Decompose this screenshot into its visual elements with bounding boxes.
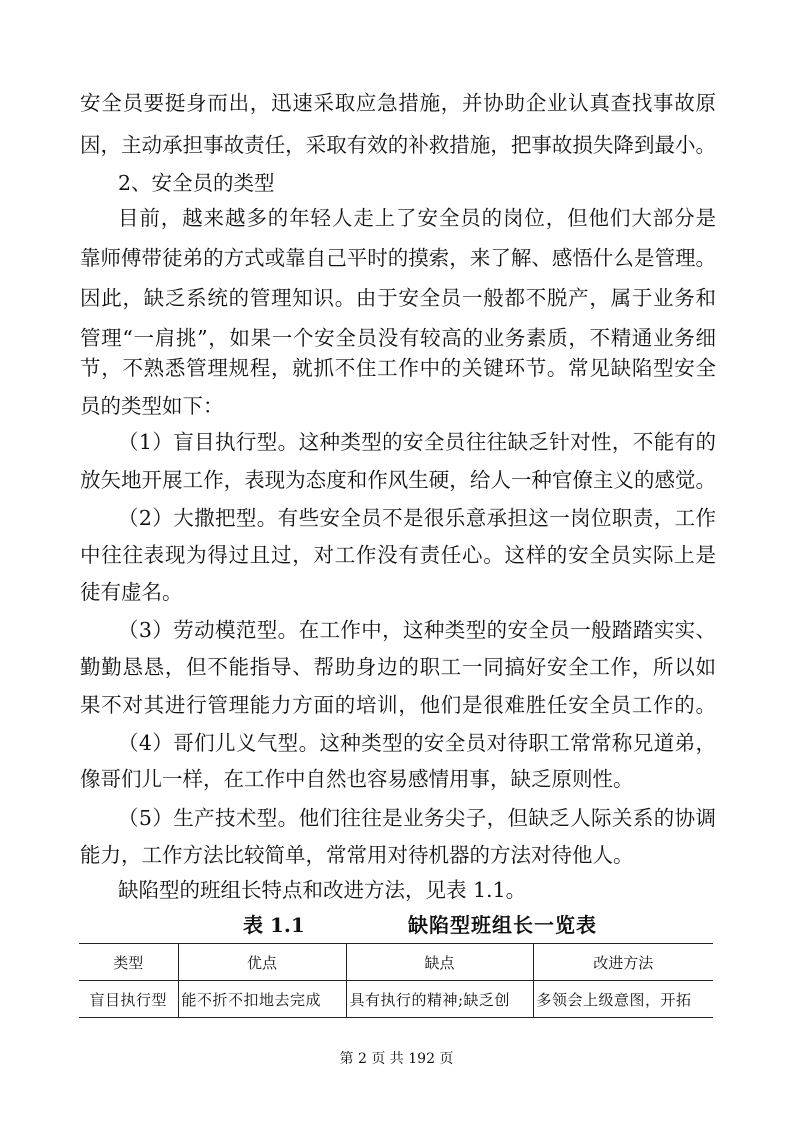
- body-line-9: 员的类型如下：: [80, 394, 224, 418]
- table-title: 缺陷型班组长一览表: [408, 913, 597, 937]
- list-item-2-line-3: 徒有虚名。: [80, 580, 183, 604]
- list-item-3-line-2: 勤勤恳恳，但不能指导、帮助身边的职工一同搞好安全工作，所以如: [80, 655, 716, 679]
- table-cell: 具有执行的精神;缺乏创: [346, 981, 533, 1018]
- list-item-1-line-1: （1）盲目执行型。这种类型的安全员往往缺乏针对性，不能有的: [118, 430, 716, 454]
- defect-type-table: [79, 943, 713, 1018]
- table-header-cell: 优点: [178, 944, 346, 981]
- table-cell: 盲目执行型: [79, 981, 178, 1018]
- body-line-1: 安全员要挺身而出，迅速采取应急措施，并协助企业认真查找事故原: [80, 91, 716, 115]
- table-header-cell: 缺点: [346, 944, 533, 981]
- list-item-4-line-2: 像哥们儿一样，在工作中自然也容易感情用事，缺乏原则性。: [80, 767, 634, 791]
- table-header-row: [79, 944, 713, 981]
- page-number-footer: 第 2 页 共 192 页: [339, 1051, 454, 1067]
- list-item-3-line-3: 果不对其进行管理能力方面的培训，他们是很难胜任安全员工作的。: [80, 693, 716, 717]
- table-number: 表 1.1: [243, 913, 305, 937]
- section-heading: 2、安全员的类型: [118, 171, 275, 195]
- list-item-1-line-2: 放矢地开展工作，表现为态度和作风生硬，给人一种官僚主义的感觉。: [80, 468, 716, 492]
- list-item-2-line-2: 中往往表现为得过且过，对工作没有责任心。这样的安全员实际上是: [80, 543, 716, 567]
- table-cell: 多领会上级意图，开拓: [533, 981, 713, 1018]
- body-line-8: 节，不熟悉管理规程，就抓不住工作中的关键环节。常见缺陷型安全: [80, 356, 716, 380]
- list-item-2-line-1: （2）大撒把型。有些安全员不是很乐意承担这一岗位职责，工作: [118, 506, 716, 530]
- table-cell: 能不折不扣地去完成: [178, 981, 346, 1018]
- body-line-5: 靠师傅带徒弟的方式或靠自己平时的摸索，来了解、感悟什么是管理。: [80, 246, 716, 270]
- list-item-5-line-1: （5）生产技术型。他们往往是业务尖子，但缺乏人际关系的协调: [118, 806, 716, 830]
- body-line-2: 因，主动承担事故责任，采取有效的补救措施，把事故损失降到最小。: [80, 133, 716, 157]
- body-line-6: 因此，缺乏系统的管理知识。由于安全员一般都不脱产，属于业务和: [80, 286, 716, 310]
- table-header-cell: 类型: [79, 944, 178, 981]
- body-line-7: 管理“一肩挑”，如果一个安全员没有较高的业务素质，不精通业务细: [80, 326, 716, 350]
- table-row: [79, 981, 713, 1018]
- list-item-5-line-2: 能力，工作方法比较简单，常常用对待机器的方法对待他人。: [80, 843, 634, 867]
- list-item-3-line-1: （3）劳动模范型。在工作中，这种类型的安全员一般踏踏实实、: [118, 618, 716, 642]
- table-header-cell: 改进方法: [533, 944, 713, 981]
- table-intro-line: 缺陷型的班组长特点和改进方法，见表 1.1。: [118, 878, 527, 902]
- list-item-4-line-1: （4）哥们儿义气型。这种类型的安全员对待职工常常称兄道弟，: [118, 731, 716, 755]
- body-line-4: 目前，越来越多的年轻人走上了安全员的岗位，但他们大部分是: [118, 206, 716, 230]
